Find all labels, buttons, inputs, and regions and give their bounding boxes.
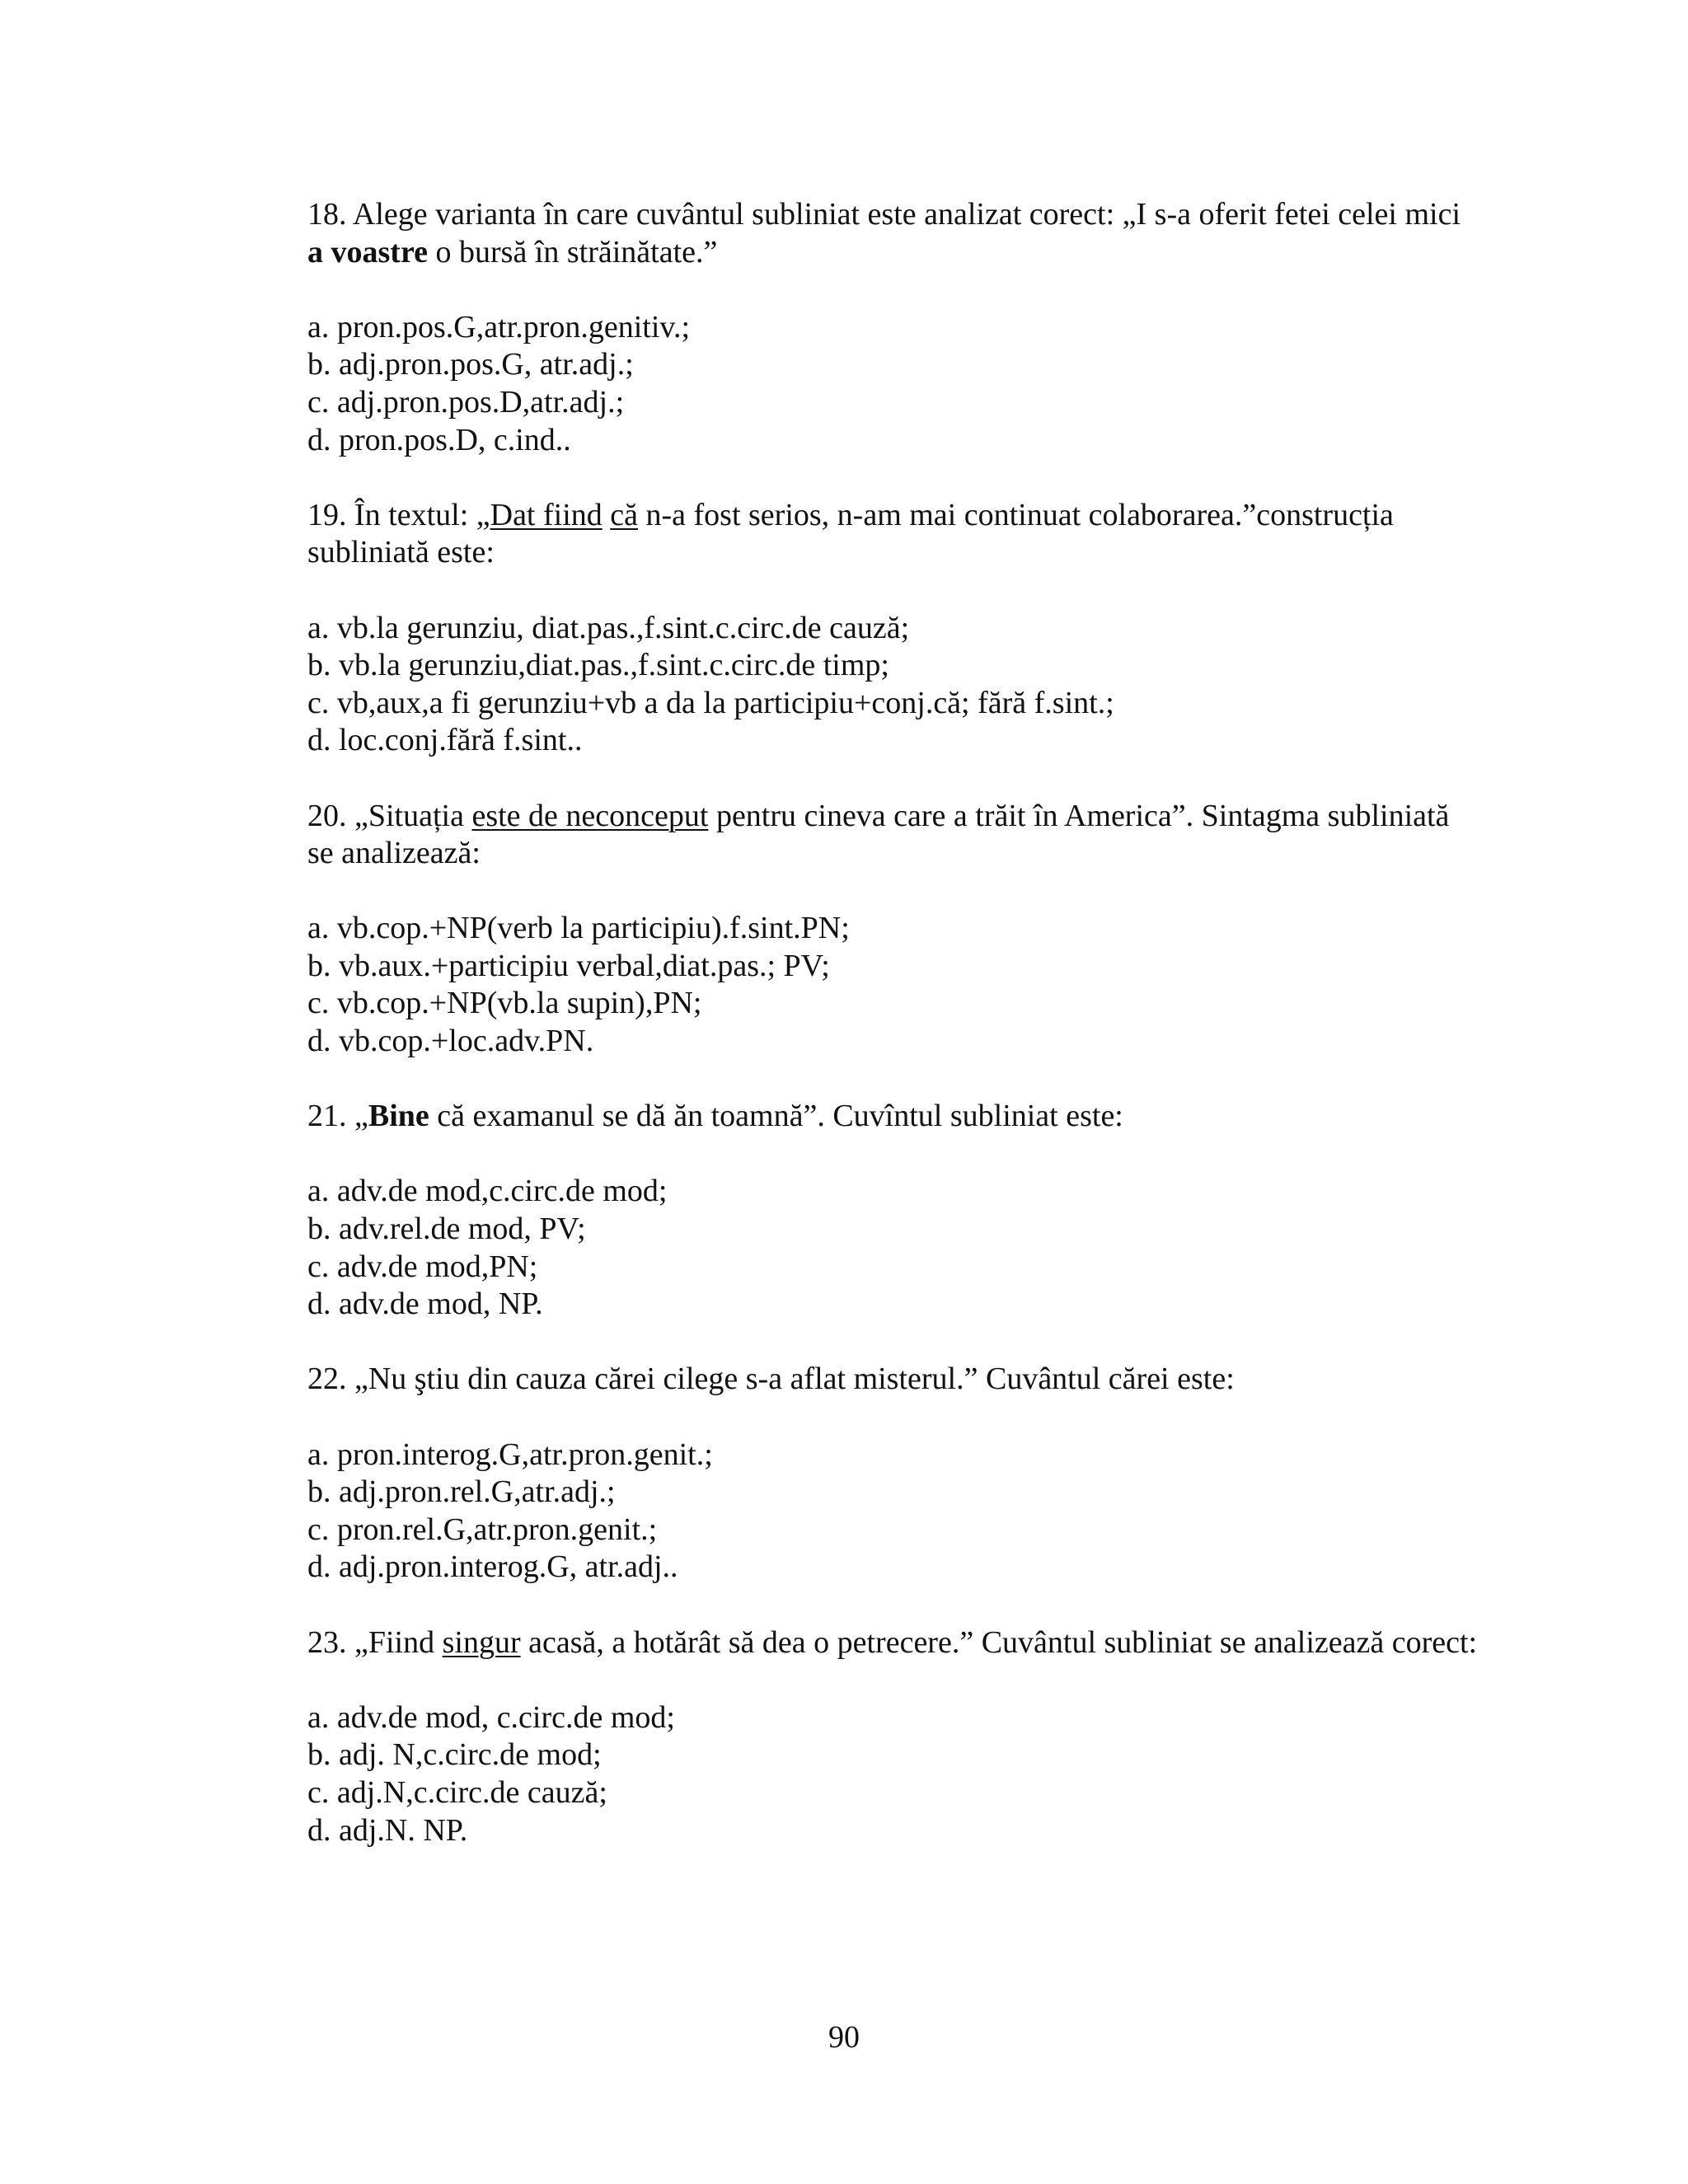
question-19-stem — [307, 497, 1478, 572]
question-18-highlighted-word: a voastre — [307, 234, 428, 269]
question-18-options — [307, 309, 1478, 459]
question-19-underlined-2: că — [610, 497, 638, 532]
option-b: b. vb.la gerunziu,diat.pas.,f.sint.c.circ.de timp; — [307, 648, 889, 683]
question-19 — [307, 497, 1478, 760]
option-a: a. adv.de mod, c.circ.de mod; — [307, 1699, 675, 1735]
option-c: c. adj.N,c.circ.de cauză; — [307, 1774, 607, 1810]
option-b: b. vb.aux.+participiu verbal,diat.pas.; PV; — [307, 948, 830, 983]
option-d: d. adj.pron.interog.G, atr.adj.. — [307, 1549, 678, 1585]
option-b: b. adv.rel.de mod, PV; — [307, 1212, 586, 1247]
option-b: b. adj.pron.rel.G,atr.adj.; — [307, 1474, 616, 1510]
question-23-options — [307, 1699, 1478, 1849]
page-number: 90 — [828, 2020, 860, 2055]
question-21 — [307, 1098, 1478, 1324]
option-a: a. vb.cop.+NP(verb la participiu).f.sint.PN; — [307, 911, 850, 946]
option-d: d. adv.de mod, NP. — [307, 1286, 543, 1322]
question-21-text-1: 21. „ — [307, 1099, 368, 1134]
question-19-space — [603, 498, 611, 532]
question-21-text-2: că examanul se dă ăn toamnă”. Cuvîntul subliniat este: — [429, 1099, 1123, 1134]
question-22-stem — [307, 1361, 1478, 1399]
question-list — [307, 196, 1478, 1887]
question-20-stem — [307, 798, 1478, 873]
option-c: c. vb,aux,a fi gerunziu+vb a da la participiu+conj.că; fără f.sint.; — [307, 685, 1114, 720]
question-22-options — [307, 1436, 1478, 1586]
question-21-options — [307, 1173, 1478, 1323]
question-23-text-1: 23. „Fiind — [307, 1624, 443, 1660]
option-c: c. vb.cop.+NP(vb.la supin),PN; — [307, 986, 702, 1021]
question-21-stem — [307, 1098, 1478, 1136]
option-b: b. adj.pron.pos.G, atr.adj.; — [307, 347, 634, 382]
option-d: d. vb.cop.+loc.adv.PN. — [307, 1024, 594, 1059]
question-23 — [307, 1624, 1478, 1850]
question-20-options — [307, 910, 1478, 1060]
option-c: c. adv.de mod,PN; — [307, 1249, 538, 1284]
question-22 — [307, 1361, 1478, 1586]
option-a: a. pron.pos.G,atr.pron.genitiv.; — [307, 309, 691, 344]
option-a: a. adv.de mod,c.circ.de mod; — [307, 1174, 668, 1209]
question-19-text-1: 19. În textul: „ — [307, 497, 490, 532]
option-d: d. loc.conj.fără f.sint.. — [307, 723, 583, 758]
question-23-underlined: singur — [442, 1624, 521, 1660]
question-23-stem — [307, 1624, 1478, 1662]
question-20 — [307, 798, 1478, 1061]
question-18-text-1: 18. Alege varianta în care cuvântul subliniat este analizat corect: „I s-a oferit fetei celei mici — [307, 197, 1461, 232]
question-23-text-2: acasă, a hotărât să dea o petrecere.” Cuvântul subliniat se analizează corect: — [520, 1624, 1478, 1660]
question-19-underlined-1: Dat fiind — [490, 497, 603, 532]
question-20-underlined: este de neconceput — [471, 798, 709, 833]
question-19-options — [307, 610, 1478, 760]
option-c: c. pron.rel.G,atr.pron.genit.; — [307, 1511, 658, 1547]
option-a: a. pron.interog.G,atr.pron.genit.; — [307, 1436, 713, 1472]
option-d: d. adj.N. NP. — [307, 1812, 468, 1848]
question-18-text-2: o bursă în străinătate.” — [428, 234, 718, 269]
question-18 — [307, 196, 1478, 459]
question-19-text-2: n-a fost serios, n-am mai continuat colaborarea.”construcția subliniată este: — [307, 497, 1394, 570]
question-20-text-1: 20. „Situația — [307, 798, 472, 833]
option-d: d. pron.pos.D, c.ind.. — [307, 422, 571, 457]
question-22-text: 22. „Nu ştiu din cauza cărei cilege s-a aflat misterul.” Cuvântul cărei este: — [307, 1361, 1235, 1397]
question-18-stem — [307, 196, 1478, 271]
option-a: a. vb.la gerunziu, diat.pas.,f.sint.c.circ.de cauză; — [307, 610, 910, 645]
question-20-text-2: pentru cineva care a trăit în America”. Sintagma subliniată se analizează: — [307, 798, 1450, 871]
question-21-highlighted-word: Bine — [368, 1099, 429, 1134]
option-b: b. adj. N,c.circ.de mod; — [307, 1737, 602, 1773]
option-c: c. adj.pron.pos.D,atr.adj.; — [307, 384, 625, 419]
